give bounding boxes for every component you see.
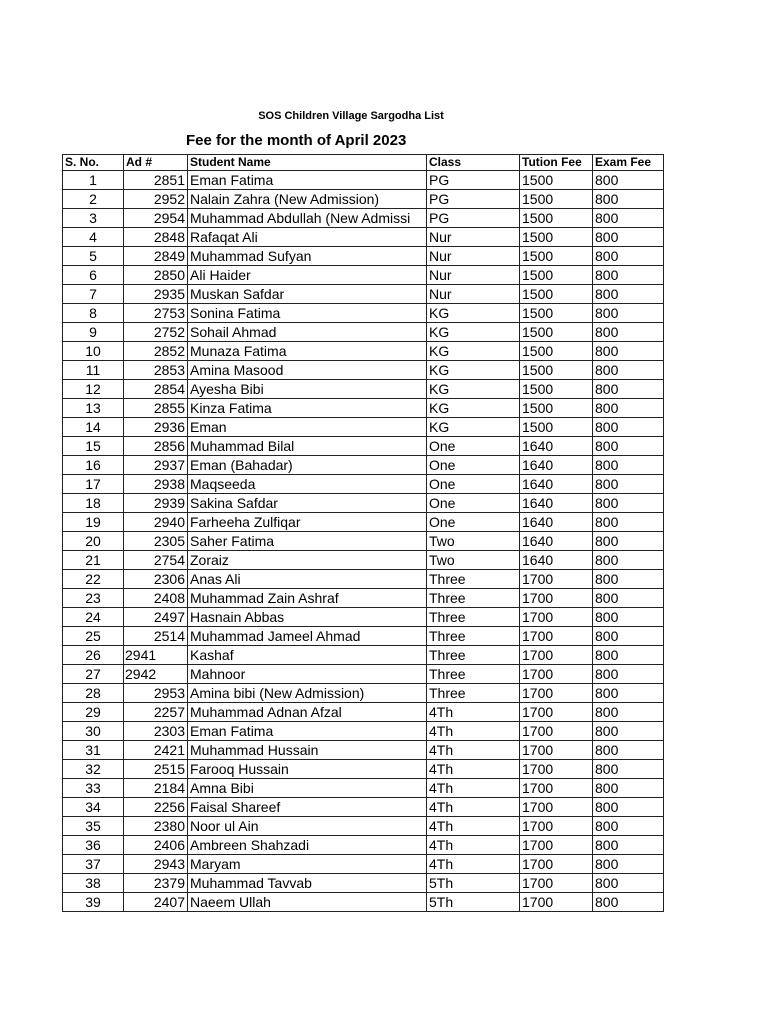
- cell-exam-fee: 800: [593, 418, 664, 437]
- cell-class: Three: [427, 570, 520, 589]
- cell-sno: 37: [63, 855, 124, 874]
- cell-exam-fee: 800: [593, 722, 664, 741]
- cell-student-name: Muhammad Hussain: [188, 741, 427, 760]
- cell-ad-number: 2306: [124, 570, 188, 589]
- cell-sno: 25: [63, 627, 124, 646]
- cell-exam-fee: 800: [593, 665, 664, 684]
- cell-ad-number: 2407: [124, 893, 188, 912]
- cell-class: Nur: [427, 266, 520, 285]
- cell-class: KG: [427, 323, 520, 342]
- cell-tuition-fee: 1700: [520, 722, 593, 741]
- fee-table: [62, 154, 664, 912]
- cell-ad-number: 2421: [124, 741, 188, 760]
- cell-class: KG: [427, 342, 520, 361]
- cell-ad-number: 2938: [124, 475, 188, 494]
- cell-class: 4Th: [427, 817, 520, 836]
- cell-ad-number: 2850: [124, 266, 188, 285]
- cell-sno: 26: [63, 646, 124, 665]
- cell-sno: 16: [63, 456, 124, 475]
- cell-ad-number: 2940: [124, 513, 188, 532]
- cell-sno: 5: [63, 247, 124, 266]
- cell-student-name: Ambreen Shahzadi: [188, 836, 427, 855]
- cell-tuition-fee: 1700: [520, 684, 593, 703]
- cell-class: Three: [427, 589, 520, 608]
- cell-ad-number: 2937: [124, 456, 188, 475]
- cell-student-name: Noor ul Ain: [188, 817, 427, 836]
- cell-ad-number: 2941: [124, 646, 188, 665]
- cell-sno: 4: [63, 228, 124, 247]
- cell-ad-number: 2953: [124, 684, 188, 703]
- cell-student-name: Ali Haider: [188, 266, 427, 285]
- table-row: [63, 760, 664, 779]
- cell-exam-fee: 800: [593, 323, 664, 342]
- cell-ad-number: 2954: [124, 209, 188, 228]
- cell-exam-fee: 800: [593, 836, 664, 855]
- cell-class: 4Th: [427, 779, 520, 798]
- cell-ad-number: 2406: [124, 836, 188, 855]
- cell-student-name: Eman: [188, 418, 427, 437]
- cell-sno: 32: [63, 760, 124, 779]
- cell-student-name: Sakina Safdar: [188, 494, 427, 513]
- cell-student-name: Mahnoor: [188, 665, 427, 684]
- fee-month-title: Fee for the month of April 2023: [186, 132, 407, 149]
- cell-class: One: [427, 475, 520, 494]
- cell-sno: 7: [63, 285, 124, 304]
- table-row: [63, 703, 664, 722]
- cell-student-name: Maqseeda: [188, 475, 427, 494]
- cell-ad-number: 2848: [124, 228, 188, 247]
- cell-class: Three: [427, 684, 520, 703]
- cell-student-name: Maryam: [188, 855, 427, 874]
- cell-student-name: Muhammad Jameel Ahmad: [188, 627, 427, 646]
- cell-sno: 23: [63, 589, 124, 608]
- cell-class: 4Th: [427, 722, 520, 741]
- cell-class: KG: [427, 361, 520, 380]
- table-row: [63, 570, 664, 589]
- cell-tuition-fee: 1700: [520, 646, 593, 665]
- cell-class: 4Th: [427, 836, 520, 855]
- cell-ad-number: 2935: [124, 285, 188, 304]
- cell-student-name: Eman Fatima: [188, 722, 427, 741]
- cell-sno: 11: [63, 361, 124, 380]
- cell-exam-fee: 800: [593, 627, 664, 646]
- cell-tuition-fee: 1640: [520, 437, 593, 456]
- cell-student-name: Amina bibi (New Admission): [188, 684, 427, 703]
- cell-exam-fee: 800: [593, 855, 664, 874]
- cell-exam-fee: 800: [593, 513, 664, 532]
- cell-student-name: Amina Masood: [188, 361, 427, 380]
- cell-ad-number: 2257: [124, 703, 188, 722]
- cell-ad-number: 2515: [124, 760, 188, 779]
- cell-student-name: Muhammad Zain Ashraf: [188, 589, 427, 608]
- cell-student-name: Muhammad Bilal: [188, 437, 427, 456]
- cell-ad-number: 2936: [124, 418, 188, 437]
- cell-tuition-fee: 1700: [520, 836, 593, 855]
- cell-sno: 28: [63, 684, 124, 703]
- cell-tuition-fee: 1500: [520, 228, 593, 247]
- cell-exam-fee: 800: [593, 741, 664, 760]
- table-row: [63, 266, 664, 285]
- cell-ad-number: 2379: [124, 874, 188, 893]
- cell-tuition-fee: 1500: [520, 399, 593, 418]
- table-row: [63, 361, 664, 380]
- cell-sno: 24: [63, 608, 124, 627]
- cell-class: One: [427, 456, 520, 475]
- cell-tuition-fee: 1640: [520, 551, 593, 570]
- cell-exam-fee: 800: [593, 247, 664, 266]
- cell-ad-number: 2856: [124, 437, 188, 456]
- table-row: [63, 589, 664, 608]
- cell-tuition-fee: 1700: [520, 817, 593, 836]
- cell-student-name: Sonina Fatima: [188, 304, 427, 323]
- cell-student-name: Zoraiz: [188, 551, 427, 570]
- cell-exam-fee: 800: [593, 209, 664, 228]
- cell-class: Two: [427, 551, 520, 570]
- cell-class: Nur: [427, 228, 520, 247]
- col-header-sno: S. No.: [63, 155, 124, 171]
- cell-class: 5Th: [427, 893, 520, 912]
- cell-student-name: Muskan Safdar: [188, 285, 427, 304]
- table-row: [63, 722, 664, 741]
- cell-tuition-fee: 1640: [520, 513, 593, 532]
- cell-student-name: Munaza Fatima: [188, 342, 427, 361]
- cell-exam-fee: 800: [593, 266, 664, 285]
- list-title-text: SOS Children Village Sargodha List: [258, 110, 444, 122]
- cell-class: PG: [427, 190, 520, 209]
- table-row: [63, 399, 664, 418]
- table-body: [63, 171, 664, 912]
- cell-student-name: Muhammad Sufyan: [188, 247, 427, 266]
- cell-sno: 35: [63, 817, 124, 836]
- cell-sno: 21: [63, 551, 124, 570]
- cell-exam-fee: 800: [593, 608, 664, 627]
- cell-ad-number: 2305: [124, 532, 188, 551]
- cell-exam-fee: 800: [593, 893, 664, 912]
- cell-ad-number: 2380: [124, 817, 188, 836]
- cell-tuition-fee: 1500: [520, 209, 593, 228]
- cell-student-name: Muhammad Tavvab: [188, 874, 427, 893]
- cell-ad-number: 2855: [124, 399, 188, 418]
- cell-exam-fee: 800: [593, 190, 664, 209]
- cell-exam-fee: 800: [593, 570, 664, 589]
- cell-tuition-fee: 1700: [520, 893, 593, 912]
- cell-sno: 22: [63, 570, 124, 589]
- cell-exam-fee: 800: [593, 361, 664, 380]
- cell-ad-number: 2754: [124, 551, 188, 570]
- cell-class: Three: [427, 627, 520, 646]
- cell-class: Three: [427, 646, 520, 665]
- cell-student-name: Kashaf: [188, 646, 427, 665]
- cell-sno: 15: [63, 437, 124, 456]
- table-row: [63, 228, 664, 247]
- cell-class: Nur: [427, 247, 520, 266]
- cell-class: 4Th: [427, 703, 520, 722]
- cell-sno: 30: [63, 722, 124, 741]
- cell-class: Nur: [427, 285, 520, 304]
- table-row: [63, 513, 664, 532]
- cell-student-name: Nalain Zahra (New Admission): [188, 190, 427, 209]
- cell-class: PG: [427, 171, 520, 190]
- table-row: [63, 190, 664, 209]
- cell-ad-number: 2497: [124, 608, 188, 627]
- cell-exam-fee: 800: [593, 285, 664, 304]
- cell-ad-number: 2852: [124, 342, 188, 361]
- table-row: [63, 532, 664, 551]
- cell-class: KG: [427, 418, 520, 437]
- cell-exam-fee: 800: [593, 532, 664, 551]
- cell-tuition-fee: 1700: [520, 779, 593, 798]
- cell-class: Three: [427, 665, 520, 684]
- cell-sno: 3: [63, 209, 124, 228]
- cell-exam-fee: 800: [593, 589, 664, 608]
- cell-exam-fee: 800: [593, 380, 664, 399]
- cell-tuition-fee: 1500: [520, 380, 593, 399]
- cell-sno: 14: [63, 418, 124, 437]
- col-header-name: Student Name: [188, 155, 427, 171]
- cell-student-name: Farheeha Zulfiqar: [188, 513, 427, 532]
- table-row: [63, 893, 664, 912]
- cell-student-name: Kinza Fatima: [188, 399, 427, 418]
- table-row: [63, 817, 664, 836]
- cell-ad-number: 2256: [124, 798, 188, 817]
- table-row: [63, 855, 664, 874]
- table-row: [63, 494, 664, 513]
- cell-sno: 10: [63, 342, 124, 361]
- cell-student-name: Sohail Ahmad: [188, 323, 427, 342]
- cell-tuition-fee: 1700: [520, 627, 593, 646]
- cell-sno: 17: [63, 475, 124, 494]
- cell-tuition-fee: 1700: [520, 589, 593, 608]
- cell-sno: 33: [63, 779, 124, 798]
- cell-class: 4Th: [427, 855, 520, 874]
- cell-ad-number: 2752: [124, 323, 188, 342]
- cell-tuition-fee: 1700: [520, 570, 593, 589]
- cell-tuition-fee: 1500: [520, 190, 593, 209]
- cell-ad-number: 2942: [124, 665, 188, 684]
- cell-exam-fee: 800: [593, 399, 664, 418]
- cell-sno: 34: [63, 798, 124, 817]
- cell-exam-fee: 800: [593, 342, 664, 361]
- cell-tuition-fee: 1700: [520, 760, 593, 779]
- col-header-class: Class: [427, 155, 520, 171]
- cell-tuition-fee: 1700: [520, 608, 593, 627]
- cell-student-name: Muhammad Abdullah (New Admissi: [188, 209, 427, 228]
- table-row: [63, 323, 664, 342]
- cell-ad-number: 2303: [124, 722, 188, 741]
- cell-ad-number: 2939: [124, 494, 188, 513]
- cell-tuition-fee: 1500: [520, 304, 593, 323]
- col-header-ad: Ad #: [124, 155, 188, 171]
- cell-class: 5Th: [427, 874, 520, 893]
- cell-tuition-fee: 1500: [520, 266, 593, 285]
- table-row: [63, 418, 664, 437]
- cell-tuition-fee: 1700: [520, 798, 593, 817]
- table-row: [63, 665, 664, 684]
- table-row: [63, 475, 664, 494]
- table-row: [63, 874, 664, 893]
- cell-student-name: Amna Bibi: [188, 779, 427, 798]
- cell-ad-number: 2184: [124, 779, 188, 798]
- cell-class: KG: [427, 380, 520, 399]
- table-row: [63, 380, 664, 399]
- cell-student-name: Eman Fatima: [188, 171, 427, 190]
- cell-ad-number: 2952: [124, 190, 188, 209]
- cell-sno: 6: [63, 266, 124, 285]
- table-row: [63, 285, 664, 304]
- cell-class: PG: [427, 209, 520, 228]
- cell-exam-fee: 800: [593, 646, 664, 665]
- table-row: [63, 627, 664, 646]
- cell-sno: 27: [63, 665, 124, 684]
- cell-class: Three: [427, 608, 520, 627]
- cell-student-name: Farooq Hussain: [188, 760, 427, 779]
- cell-ad-number: 2849: [124, 247, 188, 266]
- cell-sno: 2: [63, 190, 124, 209]
- table-row: [63, 798, 664, 817]
- table-row: [63, 608, 664, 627]
- cell-sno: 9: [63, 323, 124, 342]
- cell-ad-number: 2943: [124, 855, 188, 874]
- cell-tuition-fee: 1700: [520, 741, 593, 760]
- cell-ad-number: 2854: [124, 380, 188, 399]
- table-row: [63, 646, 664, 665]
- cell-sno: 20: [63, 532, 124, 551]
- cell-sno: 36: [63, 836, 124, 855]
- cell-tuition-fee: 1640: [520, 532, 593, 551]
- table-header-row: [63, 155, 664, 171]
- table-row: [63, 247, 664, 266]
- cell-tuition-fee: 1700: [520, 665, 593, 684]
- table-row: [63, 551, 664, 570]
- table-row: [63, 342, 664, 361]
- cell-exam-fee: 800: [593, 475, 664, 494]
- cell-class: KG: [427, 304, 520, 323]
- cell-tuition-fee: 1700: [520, 855, 593, 874]
- cell-student-name: Ayesha Bibi: [188, 380, 427, 399]
- cell-tuition-fee: 1500: [520, 323, 593, 342]
- cell-class: KG: [427, 399, 520, 418]
- cell-sno: 18: [63, 494, 124, 513]
- cell-exam-fee: 800: [593, 684, 664, 703]
- table-row: [63, 741, 664, 760]
- cell-exam-fee: 800: [593, 456, 664, 475]
- cell-exam-fee: 800: [593, 228, 664, 247]
- cell-class: One: [427, 437, 520, 456]
- cell-tuition-fee: 1500: [520, 342, 593, 361]
- cell-sno: 13: [63, 399, 124, 418]
- cell-student-name: Faisal Shareef: [188, 798, 427, 817]
- cell-exam-fee: 800: [593, 760, 664, 779]
- cell-ad-number: 2753: [124, 304, 188, 323]
- cell-tuition-fee: 1500: [520, 247, 593, 266]
- cell-tuition-fee: 1500: [520, 418, 593, 437]
- cell-class: One: [427, 513, 520, 532]
- table-row: [63, 779, 664, 798]
- table-row: [63, 456, 664, 475]
- cell-tuition-fee: 1500: [520, 361, 593, 380]
- cell-exam-fee: 800: [593, 703, 664, 722]
- cell-student-name: Anas Ali: [188, 570, 427, 589]
- cell-ad-number: 2408: [124, 589, 188, 608]
- table-row: [63, 209, 664, 228]
- cell-tuition-fee: 1500: [520, 285, 593, 304]
- cell-exam-fee: 800: [593, 874, 664, 893]
- cell-exam-fee: 800: [593, 551, 664, 570]
- table-row: [63, 836, 664, 855]
- table-row: [63, 437, 664, 456]
- cell-exam-fee: 800: [593, 494, 664, 513]
- cell-class: 4Th: [427, 798, 520, 817]
- cell-exam-fee: 800: [593, 817, 664, 836]
- table-row: [63, 304, 664, 323]
- cell-student-name: Naeem Ullah: [188, 893, 427, 912]
- cell-tuition-fee: 1700: [520, 703, 593, 722]
- cell-sno: 19: [63, 513, 124, 532]
- cell-exam-fee: 800: [593, 798, 664, 817]
- cell-sno: 29: [63, 703, 124, 722]
- cell-exam-fee: 800: [593, 437, 664, 456]
- table-row: [63, 171, 664, 190]
- cell-sno: 1: [63, 171, 124, 190]
- cell-class: 4Th: [427, 760, 520, 779]
- cell-exam-fee: 800: [593, 779, 664, 798]
- cell-ad-number: 2514: [124, 627, 188, 646]
- cell-tuition-fee: 1640: [520, 475, 593, 494]
- cell-class: One: [427, 494, 520, 513]
- cell-student-name: Muhammad Adnan Afzal: [188, 703, 427, 722]
- cell-tuition-fee: 1640: [520, 456, 593, 475]
- cell-tuition-fee: 1500: [520, 171, 593, 190]
- cell-sno: 31: [63, 741, 124, 760]
- cell-student-name: Rafaqat Ali: [188, 228, 427, 247]
- list-title: [0, 110, 768, 122]
- col-header-tuition-fee: Tution Fee: [520, 155, 593, 171]
- cell-tuition-fee: 1700: [520, 874, 593, 893]
- cell-exam-fee: 800: [593, 171, 664, 190]
- cell-sno: 39: [63, 893, 124, 912]
- cell-tuition-fee: 1640: [520, 494, 593, 513]
- cell-student-name: Eman (Bahadar): [188, 456, 427, 475]
- cell-class: Two: [427, 532, 520, 551]
- cell-ad-number: 2851: [124, 171, 188, 190]
- cell-sno: 8: [63, 304, 124, 323]
- cell-ad-number: 2853: [124, 361, 188, 380]
- cell-class: 4Th: [427, 741, 520, 760]
- cell-exam-fee: 800: [593, 304, 664, 323]
- col-header-exam-fee: Exam Fee: [593, 155, 664, 171]
- cell-sno: 12: [63, 380, 124, 399]
- cell-sno: 38: [63, 874, 124, 893]
- cell-student-name: Saher Fatima: [188, 532, 427, 551]
- table-row: [63, 684, 664, 703]
- cell-student-name: Hasnain Abbas: [188, 608, 427, 627]
